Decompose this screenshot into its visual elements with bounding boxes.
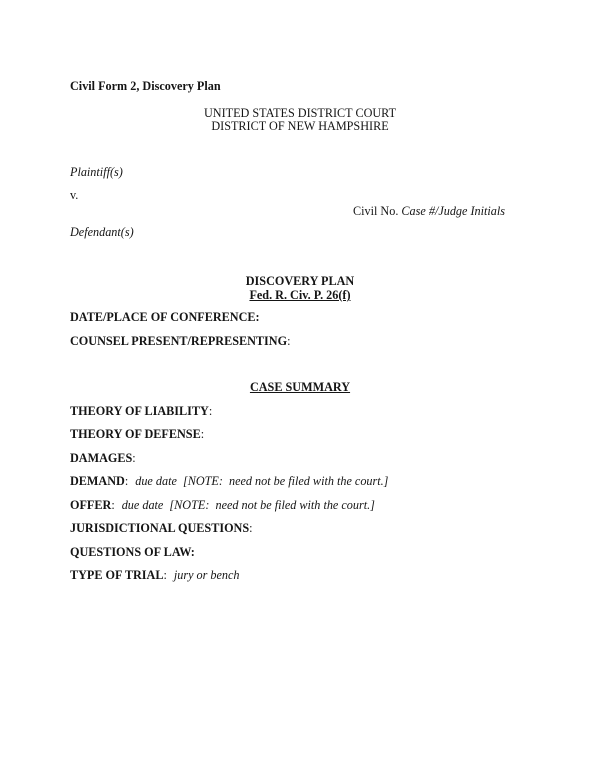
- field-label: DEMAND: [70, 474, 125, 488]
- court-name-line-1: UNITED STATES DISTRICT COURT: [203, 106, 397, 120]
- field-colon: :: [124, 474, 129, 488]
- court-name-line-2: DISTRICT OF NEW HAMPSHIRE: [211, 119, 389, 133]
- field-colon: :: [255, 310, 260, 324]
- field-colon: :: [132, 451, 136, 465]
- field-label: COUNSEL PRESENT/REPRESENTING: [70, 334, 288, 348]
- field-row-type-of-trial: [70, 568, 530, 582]
- field-label: OFFER: [70, 498, 112, 512]
- field-colon: :: [163, 568, 167, 582]
- defendants-label: Defendant(s): [70, 225, 134, 239]
- field-row-jurisdictional-questions: [70, 521, 530, 535]
- field-label: TYPE OF TRIAL: [70, 568, 164, 582]
- field-label: DATE/PLACE OF CONFERENCE: [70, 310, 256, 324]
- field-colon: :: [190, 545, 195, 559]
- field-value: due date [NOTE: need not be filed with the court.]: [121, 498, 375, 512]
- field-row-date-place-of-conference: [70, 310, 530, 324]
- field-row-offer: [70, 498, 530, 512]
- form-title: Civil Form 2, Discovery Plan: [70, 79, 221, 93]
- field-label: THEORY OF LIABILITY: [70, 404, 209, 418]
- field-row-counsel-present-representing: [70, 334, 530, 348]
- civil-number-line: [353, 204, 600, 218]
- field-colon: :: [111, 498, 115, 512]
- field-colon: :: [249, 521, 253, 535]
- field-colon: :: [208, 404, 213, 418]
- field-row-demand: [70, 474, 530, 488]
- field-colon: :: [287, 334, 291, 348]
- field-label: THEORY OF DEFENSE: [70, 427, 201, 441]
- field-colon: :: [200, 427, 205, 441]
- civil-no-value: Case #/Judge Initials: [401, 204, 506, 218]
- field-row-theory-of-defense: [70, 427, 530, 441]
- field-value: due date [NOTE: need not be filed with the court.]: [135, 474, 389, 488]
- plaintiffs-label: Plaintiff(s): [70, 165, 123, 179]
- case-summary-heading: CASE SUMMARY: [249, 380, 351, 394]
- civil-no-prefix: Civil No.: [353, 204, 402, 218]
- field-label: DAMAGES: [70, 451, 133, 465]
- field-row-damages: [70, 451, 530, 465]
- field-label: JURISDICTIONAL QUESTIONS: [70, 521, 250, 535]
- field-row-questions-of-law: [70, 545, 530, 559]
- rule-citation-heading: Fed. R. Civ. P. 26(f): [249, 288, 351, 302]
- discovery-plan-heading: DISCOVERY PLAN: [245, 274, 355, 288]
- versus-label: v.: [70, 188, 79, 202]
- field-row-theory-of-liability: [70, 404, 530, 418]
- field-value: jury or bench: [173, 568, 240, 582]
- field-label: QUESTIONS OF LAW: [70, 545, 191, 559]
